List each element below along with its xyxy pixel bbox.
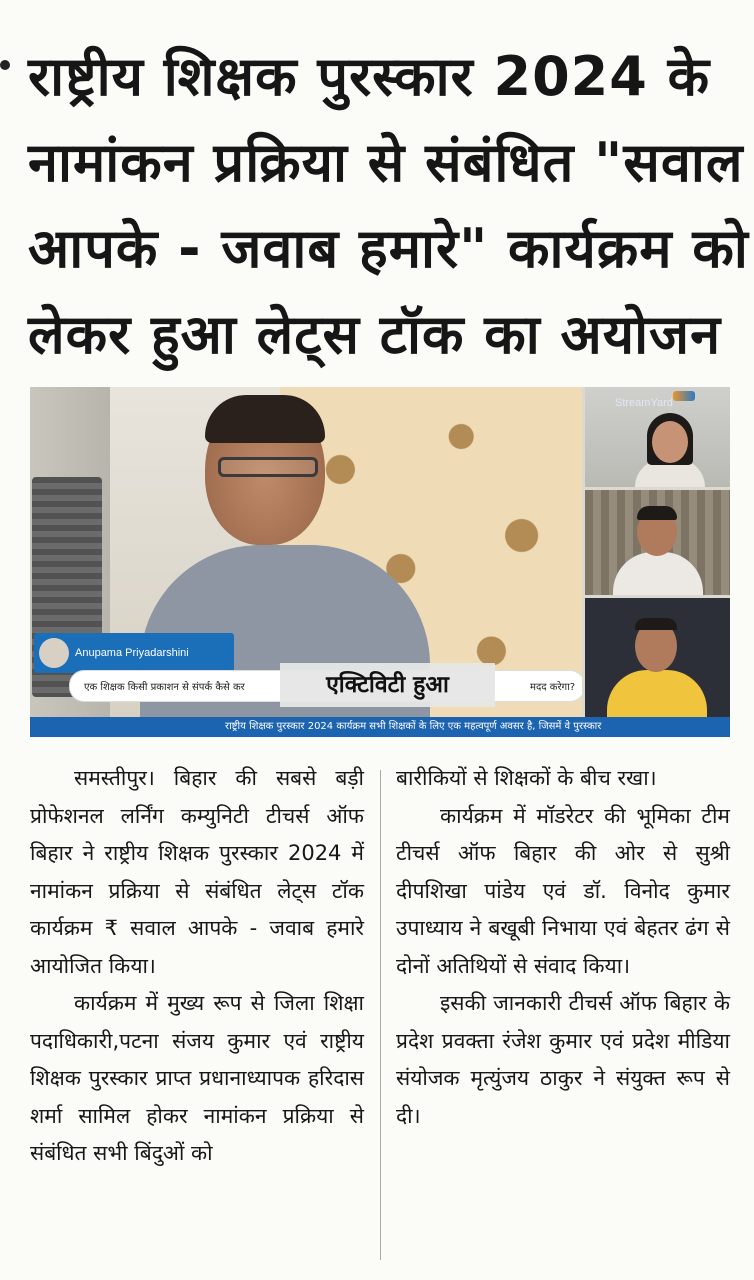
headline-line-3: आपके - जवाब हमारे" कार्यक्रम को <box>28 217 749 280</box>
column-divider <box>380 770 381 1260</box>
participant-2-hair <box>637 506 677 520</box>
headline-line-4: लेकर हुआ लेट्स टॉक का अयोजन <box>28 303 722 366</box>
question-text: एक शिक्षक किसी प्रकाशन से संपर्क कैसे कर <box>84 682 245 693</box>
speaker-name-tag <box>34 633 234 673</box>
participant-2-body <box>613 552 703 595</box>
speaker-hair <box>205 395 325 443</box>
streamyard-logo-text: StreamYard <box>615 397 673 409</box>
question-end: मदद करेगा? <box>530 682 576 693</box>
article-right-column <box>396 760 730 1135</box>
video-call-photo <box>30 387 730 737</box>
bullet-dot <box>0 60 10 70</box>
article-left-column <box>30 760 364 1173</box>
participant-1-head <box>652 421 688 463</box>
participant-3-hair <box>635 618 677 630</box>
headline-line-2: नामांकन प्रक्रिया से संबंधित "सवाल <box>28 131 744 194</box>
article-paragraph-2: कार्यक्रम में मुख्य रूप से जिला शिक्षा पदाधिकारी,पटना संजय कुमार एवं राष्ट्रीय शिक्षक पुरस्कार प्राप्त प्रधानाध्यापक हरिदास शर्मा सामिल होकर नामांकन प्रक्रिया से संबंधित सभी बिंदुओं को <box>30 991 364 1165</box>
speaker-name: Anupama Priyadarshini <box>75 647 189 659</box>
article-paragraph-2-continued: बारीकियों से शिक्षकों के बीच रखा। <box>396 766 657 790</box>
article-paragraph-3: कार्यक्रम में मॉडरेटर की भूमिका टीम टीचर्स ऑफ बिहार की ओर से सुश्री दीपशिखा पांडेय एवं डॉ. विनोद कुमार उपाध्याय ने बखूबी निभाया एवं बेहतर ढंग से दोनों अतिथियों से संवाद किया। <box>396 803 730 978</box>
speaker-glasses <box>218 457 318 477</box>
avatar <box>39 638 69 668</box>
ticker-bar: राष्ट्रीय शिक्षक पुरस्कार 2024 कार्यक्रम सभी शिक्षकों के लिए एक महत्वपूर्ण अवसर है, जिसमें वे पुरस्कार <box>30 717 730 737</box>
article-paragraph-1: समस्तीपुर। बिहार की सबसे बड़ी प्रोफेशनल लर्निंग कम्युनिटी टीचर्स ऑफ बिहार ने राष्ट्रीय शिक्षक पुरस्कार 2024 में नामांकन प्रक्रिया से संबंधित लेट्स टॉक कार्यक्रम ₹ सवाल आपके - जवाब हमारे आयोजित किया। <box>30 766 364 978</box>
main-speaker-feed <box>30 387 582 717</box>
participant-3-body <box>607 670 707 717</box>
streamyard-logo-icon <box>673 391 695 401</box>
headline-line-1: राष्ट्रीय शिक्षक पुरस्कार 2024 के <box>28 45 711 108</box>
article-paragraph-4: इसकी जानकारी टीचर्स ऑफ बिहार के प्रदेश प्रवक्ता रंजेश कुमार एवं प्रदेश मीडिया संयोजक मृत्युंजय ठाकुर ने संयुक्त रूप से दी। <box>396 991 730 1128</box>
participant-feed-1 <box>585 387 730 487</box>
overlay-title: एक्टिविटी हुआ <box>280 663 495 707</box>
headline <box>28 34 749 378</box>
participant-feed-2 <box>585 490 730 595</box>
participant-feed-3 <box>585 598 730 717</box>
